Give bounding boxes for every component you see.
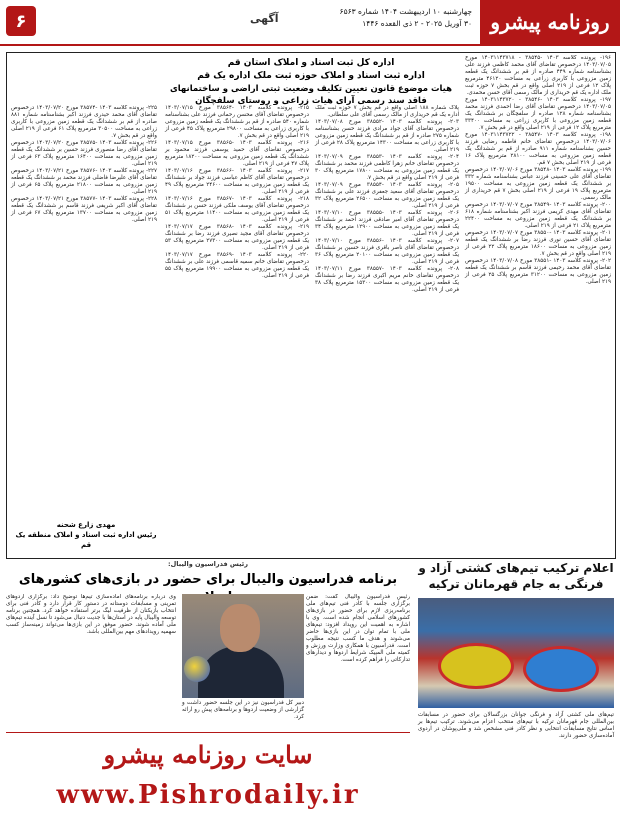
notice-entry: ۲۰۰- پرونده کلاسه ۱۴۰۳ -۳۸۵۴۹ مورخ ۱۴۰۳/۰۷/۰۷ درخصوص تقاضای آقای مهدی کریمی فرزند اکبر بشناسنامه شماره ۶۱۸ بر ششدانگ یک قطعه زمین مزروعی به مساحت ۲۲۴۰۰ مترمربع پلاک ۲۱ فرعی از ۲۱۹ اصلی. bbox=[465, 202, 612, 229]
notice-entries-1 bbox=[463, 55, 613, 286]
date-line-1: چهارشنبه ۱۰ اردیبهشت ۱۴۰۴ شماره ۶۵۶۳ bbox=[339, 7, 472, 16]
notice-column-1 bbox=[463, 55, 613, 555]
notice-entry: ۱۹۶- پرونده کلاسه ۱۴۰۳ -۳۸۵۴۵ - ۱۴۰۳۱۱۴۳۷۱۸ مورخ ۱۴۰۳/۰۷/۰۵ درخصوص تقاضای آقای محمد کاظمی فرزند علی بشناسنامه شماره ۴۴۹ صادره از قم بر ششدانگ یک قطعه زمین مزروعی با کاربری زراعی به مساحت ۴۶۱۲۰ مترمربع پلاک ۱۲ فرعی از ۲۱۹ اصلی واقع در قم بخش ۷ حوزه ثبت ملک اداره یک قم خریداری از مالک رسمی آقای حسن محمدی. bbox=[465, 55, 612, 96]
notice-entry: ۲۱۵- پرونده کلاسه ۱۴۰۳ -۳۸۵۶۴ مورخ ۱۴۰۳/۰۷/۱۵ درخصوص تقاضای آقای محسن رحمانی فرزند علی بشناسنامه شماره ۵۴۰ صادره از قم بر ششدانگ یک قطعه زمین مزروعی با کاربری زراعی به مساحت ۲۹۸۰۰ مترمربع پلاک ۴۵ فرعی از ۲۱۹ اصلی واقع در قم بخش ۷. bbox=[165, 105, 309, 139]
signer-title: رئیس اداره ثبت اسناد و املاک منطقه یک قم bbox=[15, 531, 157, 549]
volleyball-caption: دبیر کل فدراسیون نیز در این جلسه حضور داشت و گزارشی از وضعیت اردوها و برنامه‌های پیش رو ارائه کرد. bbox=[182, 700, 304, 720]
notice-entry: ۲۱۶- پرونده کلاسه ۱۴۰۳ -۳۸۵۶۵ مورخ ۱۴۰۳/۰۷/۱۵ درخصوص تقاضای آقای حمید یوسفی فرزند محمود بر ششدانگ یک قطعه زمین مزروعی به مساحت ۱۸۲۰۰ مترمربع پلاک ۴۷ فرعی از ۲۱۹ اصلی. bbox=[165, 140, 309, 167]
notice-entry: ۱۹۹- پرونده کلاسه ۱۴۰۳ -۳۸۵۴۸ مورخ ۱۴۰۳/۰۷/۰۶ درخصوص تقاضای آقای علی حسینی فرزند عباس بشناسنامه شماره ۳۳۲ بر ششدانگ یک قطعه زمین مزروعی به مساحت ۱۹۵۰۰ مترمربع پلاک ۱۹ فرعی از ۲۱۹ اصلی بخش ۷ قم خریداری از مالک رسمی. bbox=[465, 167, 612, 201]
notice-title-2: اداره ثبت اسناد و املاک حوزه ثبت ملک اداره یک قم bbox=[197, 71, 425, 81]
notice-entries-4 bbox=[9, 105, 159, 224]
notice-entry: ۲۰۶- پرونده کلاسه ۱۴۰۳ -۳۸۵۵۵ مورخ ۱۴۰۳/۰۷/۱۰ درخصوص تقاضای آقای امیر صادقی فرزند احمد بر ششدانگ یک قطعه زمین مزروعی به مساحت ۱۲۹۰۰ مترمربع پلاک ۳۴ فرعی از ۲۱۹ اصلی. bbox=[315, 210, 459, 237]
wrestling-mat bbox=[523, 646, 599, 692]
notice-entry: ۲۱۷- پرونده کلاسه ۱۴۰۳ -۳۸۵۶۶ مورخ ۱۴۰۳/۰۷/۱۶ درخصوص تقاضای آقای کاظم عباسی فرزند جواد بر ششدانگ یک قطعه زمین مزروعی به مساحت ۲۴۶۰۰ مترمربع پلاک ۴۹ فرعی از ۲۱۹ اصلی. bbox=[165, 168, 309, 195]
volleyball-kicker: رئیس فدراسیون والیبال: bbox=[168, 560, 248, 568]
notice-title-1: اداره کل ثبت اسناد و املاک استان قم bbox=[227, 58, 395, 68]
notice-title-3: هیات موضوع قانون تعیین تکلیف وضعیت ثبتی اراضی و ساختمانهای فاقد سند رسمی آرای هیات زراعی و روستای سلفچگان bbox=[169, 84, 453, 106]
notice-entry: ۲۲۰- پرونده کلاسه ۱۴۰۳ -۳۸۵۶۹ مورخ ۱۴۰۳/۰۷/۱۷ درخصوص تقاضای خانم سمیه قاسمی فرزند علی بر ششدانگ یک قطعه زمین مزروعی به مساحت ۱۹۹۰۰ مترمربع پلاک ۵۵ فرعی از ۲۱۹ اصلی. bbox=[165, 252, 309, 279]
registration-notice bbox=[6, 52, 616, 559]
notice-entry: ۲۲۵- پرونده کلاسه ۱۴۰۳ -۳۸۵۷۴ مورخ ۱۴۰۳/۰۷/۲۰ درخصوص تقاضای آقای محمد حیدری فرزند اکبر بشناسنامه شماره ۸۸۱ صادره از قم بر ششدانگ یک قطعه زمین مزروعی با کاربری زراعی به مساحت ۳۰۵۰۰ مترمربع پلاک ۶۱ فرعی از ۲۱۹ اصلی واقع در قم بخش ۷. bbox=[11, 105, 158, 139]
wrestling-body: تیم‌های ملی کشتی آزاد و فرنگی جوانان بزرگسالان برای حضور در مسابقات بین‌المللی جام قهرمانان ترکیه با تیم‌های منتخب اعزام می‌شوند. ترکیب تیم‌ها بر اساس نتایج مسابقات انتخابی و نظر کادر فنی مشخص شد و ملی‌پوشان در اردوی آماده‌سازی حضور دارند. bbox=[418, 712, 614, 739]
notice-entry: ۲۰۷- پرونده کلاسه ۱۴۰۳ -۳۸۵۵۶ مورخ ۱۴۰۳/۰۷/۱۰ درخصوص تقاضای آقای ناصر باقری فرزند حسین بر ششدانگ یک قطعه زمین مزروعی به مساحت ۲۰۱۰۰ مترمربع پلاک ۳۶ فرعی از ۲۱۹ اصلی. bbox=[315, 238, 459, 265]
notice-entry: ۲۰۸- پرونده کلاسه ۱۴۰۳ -۳۸۵۵۷ مورخ ۱۴۰۳/۰۷/۱۱ درخصوص تقاضای خانم مریم اکبری فرزند رضا بر ششدانگ یک قطعه زمین مزروعی به مساحت ۱۵۳۰۰ مترمربع پلاک ۳۸ فرعی از ۲۱۹ اصلی. bbox=[315, 266, 459, 293]
notice-entry: ۲۲۷- پرونده کلاسه ۱۴۰۳ -۳۸۵۷۶ مورخ ۱۴۰۳/۰۷/۲۱ درخصوص تقاضای آقای علیرضا فاضلی فرزند محمد بر ششدانگ یک قطعه زمین مزروعی به مساحت ۲۱۸۰۰ مترمربع پلاک ۶۵ فرعی از ۲۱۹ اصلی. bbox=[11, 168, 158, 195]
wrestling-headline: اعلام ترکیب تیم‌های کشتی آزاد و فرنگی به جام قهرمانان ترکیه bbox=[418, 561, 614, 591]
notice-entry: ۲۲۸- پرونده کلاسه ۱۴۰۳ -۳۸۵۷۷ مورخ ۱۴۰۳/۰۷/۲۱ درخصوص تقاضای آقای اکبر شریفی فرزند قاسم بر ششدانگ یک قطعه زمین مزروعی به مساحت ۱۳۷۰۰ مترمربع پلاک ۶۷ فرعی از ۲۱۹ اصلی. bbox=[11, 196, 158, 223]
notice-column-2 bbox=[313, 105, 461, 555]
wrestling-article bbox=[418, 560, 614, 822]
notice-entry: ۱۹۸- پرونده کلاسه ۱۴۰۳ -۳۸۵۴۷ - ۱۴۰۳۱۱۴۳۷۲۲ مورخ ۱۴۰۳/۰۷/۰۶ درخصوص تقاضای خانم فاطمه رضایی فرزند حسین بشناسنامه شماره ۹۱۱ صادره از قم بر ششدانگ یک قطعه زمین مزروعی به مساحت ۲۸۱۰۰ مترمربع پلاک ۱۶ فرعی از ۲۱۹ اصلی بخش ۷ قم. bbox=[465, 132, 612, 166]
notice-entry: پلاک شماره ۱۸۸ اصلی واقع در قم بخش ۷ حوزه ثبت ملک اداره یک قم خریداری از مالک رسمی آقای علی سلطانی. bbox=[315, 105, 459, 118]
notice-entry: ۲۰۲- پرونده کلاسه ۱۴۰۳ -۳۸۵۵۱ مورخ ۱۴۰۳/۰۷/۰۸ درخصوص تقاضای آقای محمد رحیمی فرزند قاسم بر ششدانگ یک قطعه زمین مزروعی به مساحت ۳۱۲۰۰ مترمربع پلاک ۲۵ فرعی از ۲۱۹ اصلی. bbox=[465, 258, 612, 285]
site-banner bbox=[6, 732, 410, 831]
wrestling-mat bbox=[438, 643, 514, 689]
notice-column-4 bbox=[9, 105, 159, 505]
notice-heading bbox=[161, 57, 461, 107]
volleyball-headline: برنامه فدراسیون والیبال برای حضور در بازی‌های کشورهای bbox=[18, 572, 398, 587]
notice-column-3 bbox=[163, 105, 311, 555]
notice-entries-2 bbox=[313, 105, 461, 294]
section-label: آگهی bbox=[250, 12, 279, 25]
banner-title: سایت روزنامه پیشرو bbox=[103, 740, 313, 769]
person-figure bbox=[198, 646, 284, 698]
volleyball-ball-icon bbox=[184, 656, 210, 682]
date-line bbox=[340, 6, 472, 30]
notice-entry: ۲۰۱- پرونده کلاسه ۱۴۰۳ -۳۸۵۵۰ مورخ ۱۴۰۳/۰۷/۰۷ درخصوص تقاضای آقای حسین نوری فرزند رضا بر ششدانگ یک قطعه زمین مزروعی به مساحت ۱۸۶۰۰ مترمربع پلاک ۲۲ فرعی از ۲۱۹ اصلی واقع در قم بخش ۷. bbox=[465, 230, 612, 257]
volleyball-column-left: وی درباره برنامه‌های آماده‌سازی تیم‌ها توضیح داد: برگزاری اردوهای تمرینی و مسابقات دوستانه در دستور کار قرار دارد و کادر فنی برای انتخاب بازیکنان از ظرفیت لیگ برتر استفاده خواهد کرد. همچنین برنامه توسعه والیبال پایه در استان‌ها با جدیت دنبال می‌شود تا نسل آینده تیم‌های ملی آماده شوند. حضور موفق در این بازی‌ها می‌تواند زمینه‌ساز کسب سهمیه رویدادهای مهم بین‌المللی باشد. bbox=[6, 594, 176, 635]
notice-entry: ۲۱۹- پرونده کلاسه ۱۴۰۳ -۳۸۵۶۸ مورخ ۱۴۰۳/۰۷/۱۷ درخصوص تقاضای آقای مجید نصیری فرزند رضا بر ششدانگ یک قطعه زمین مزروعی به مساحت ۲۷۳۰۰ مترمربع پلاک ۵۳ فرعی از ۲۱۹ اصلی. bbox=[165, 224, 309, 251]
notice-signature bbox=[15, 520, 157, 550]
page-number: ۶ bbox=[6, 6, 36, 36]
notice-entry: ۲۰۴- پرونده کلاسه ۱۴۰۳ -۳۸۵۵۳ مورخ ۱۴۰۳/۰۷/۰۹ درخصوص تقاضای خانم زهرا کاظمی فرزند محمد بر ششدانگ یک قطعه زمین مزروعی به مساحت ۱۷۸۰۰ مترمربع پلاک ۳۰ فرعی از ۲۱۹ اصلی واقع در قم بخش ۷. bbox=[315, 154, 459, 181]
notice-entries-3 bbox=[163, 105, 311, 280]
notice-entry: ۲۰۳- پرونده کلاسه ۱۴۰۳ -۳۸۵۵۲ مورخ ۱۴۰۳/۰۷/۰۸ درخصوص تقاضای آقای جواد مرادی فرزند حسن بشناسنامه شماره ۲۷۵ صادره از قم بر ششدانگ یک قطعه زمین مزروعی با کاربری زراعی به مساحت ۱۴۳۰۰ مترمربع پلاک ۲۸ فرعی از ۲۱۹ اصلی. bbox=[315, 119, 459, 153]
masthead-logo: روزنامه پیشرو bbox=[480, 0, 620, 44]
notice-entry: ۲۲۶- پرونده کلاسه ۱۴۰۳ -۳۸۵۷۵ مورخ ۱۴۰۳/۰۷/۲۰ درخصوص تقاضای آقای رضا منصوری فرزند حسین بر ششدانگ یک قطعه زمین مزروعی به مساحت ۱۶۴۰۰ مترمربع پلاک ۶۳ فرعی از ۲۱۹ اصلی. bbox=[11, 140, 158, 167]
date-line-2: ۳۰ آوریل ۲۰۲۵ - ۲ ذی القعده ۱۴۴۶ bbox=[362, 19, 472, 28]
volleyball-column-right: رئیس فدراسیون والیبال گفت: ضمن برگزاری جلسه با کادر فنی تیم‌های ملی برنامه‌ریزی لازم برای حضور در بازی‌های کشورهای اسلامی انجام شده است. وی با اشاره به اهمیت این رویداد افزود: تیم‌های ملی با تمام توان در این بازی‌ها حاضر می‌شوند و هدف ما کسب نتیجه مطلوب است. فدراسیون با همکاری وزارت ورزش و کمیته ملی المپیک شرایط اردوها و دیدارهای تدارکاتی را فراهم کرده است. bbox=[306, 594, 410, 663]
person-face bbox=[220, 604, 260, 652]
page-header bbox=[0, 0, 620, 46]
banner-url[interactable]: www.Pishrodaily.ir bbox=[56, 780, 360, 810]
volleyball-photo bbox=[182, 594, 304, 698]
wrestling-photo bbox=[418, 598, 614, 708]
notice-entry: ۱۹۷- پرونده کلاسه ۱۴۰۳ -۳۸۵۴۶ - ۱۴۰۳۱۱۴۳۷۲۰ مورخ ۱۴۰۳/۰۷/۰۵ درخصوص تقاضای آقای رضا احمدی فرزند محمد بشناسنامه شماره ۱۲۸ صادره از سلفچگان بر ششدانگ یک قطعه زمین مزروعی با کاربری زراعی به مساحت ۳۳۴۰۰ مترمربع پلاک ۱۲ فرعی از ۲۱۹ اصلی واقع در قم بخش ۷. bbox=[465, 97, 612, 131]
signer-name: مهدی زارع شحنه bbox=[56, 521, 116, 529]
notice-entry: ۲۱۸- پرونده کلاسه ۱۴۰۳ -۳۸۵۶۷ مورخ ۱۴۰۳/۰۷/۱۶ درخصوص تقاضای آقای یوسف ملکی فرزند حسن بر ششدانگ یک قطعه زمین مزروعی به مساحت ۱۱۴۰۰ مترمربع پلاک ۵۱ فرعی از ۲۱۹ اصلی. bbox=[165, 196, 309, 223]
notice-entry: ۲۰۵- پرونده کلاسه ۱۴۰۳ -۳۸۵۵۴ مورخ ۱۴۰۳/۰۷/۰۹ درخصوص تقاضای آقای سعید جعفری فرزند علی بر ششدانگ یک قطعه زمین مزروعی به مساحت ۲۶۵۰۰ مترمربع پلاک ۳۲ فرعی از ۲۱۹ اصلی. bbox=[315, 182, 459, 209]
